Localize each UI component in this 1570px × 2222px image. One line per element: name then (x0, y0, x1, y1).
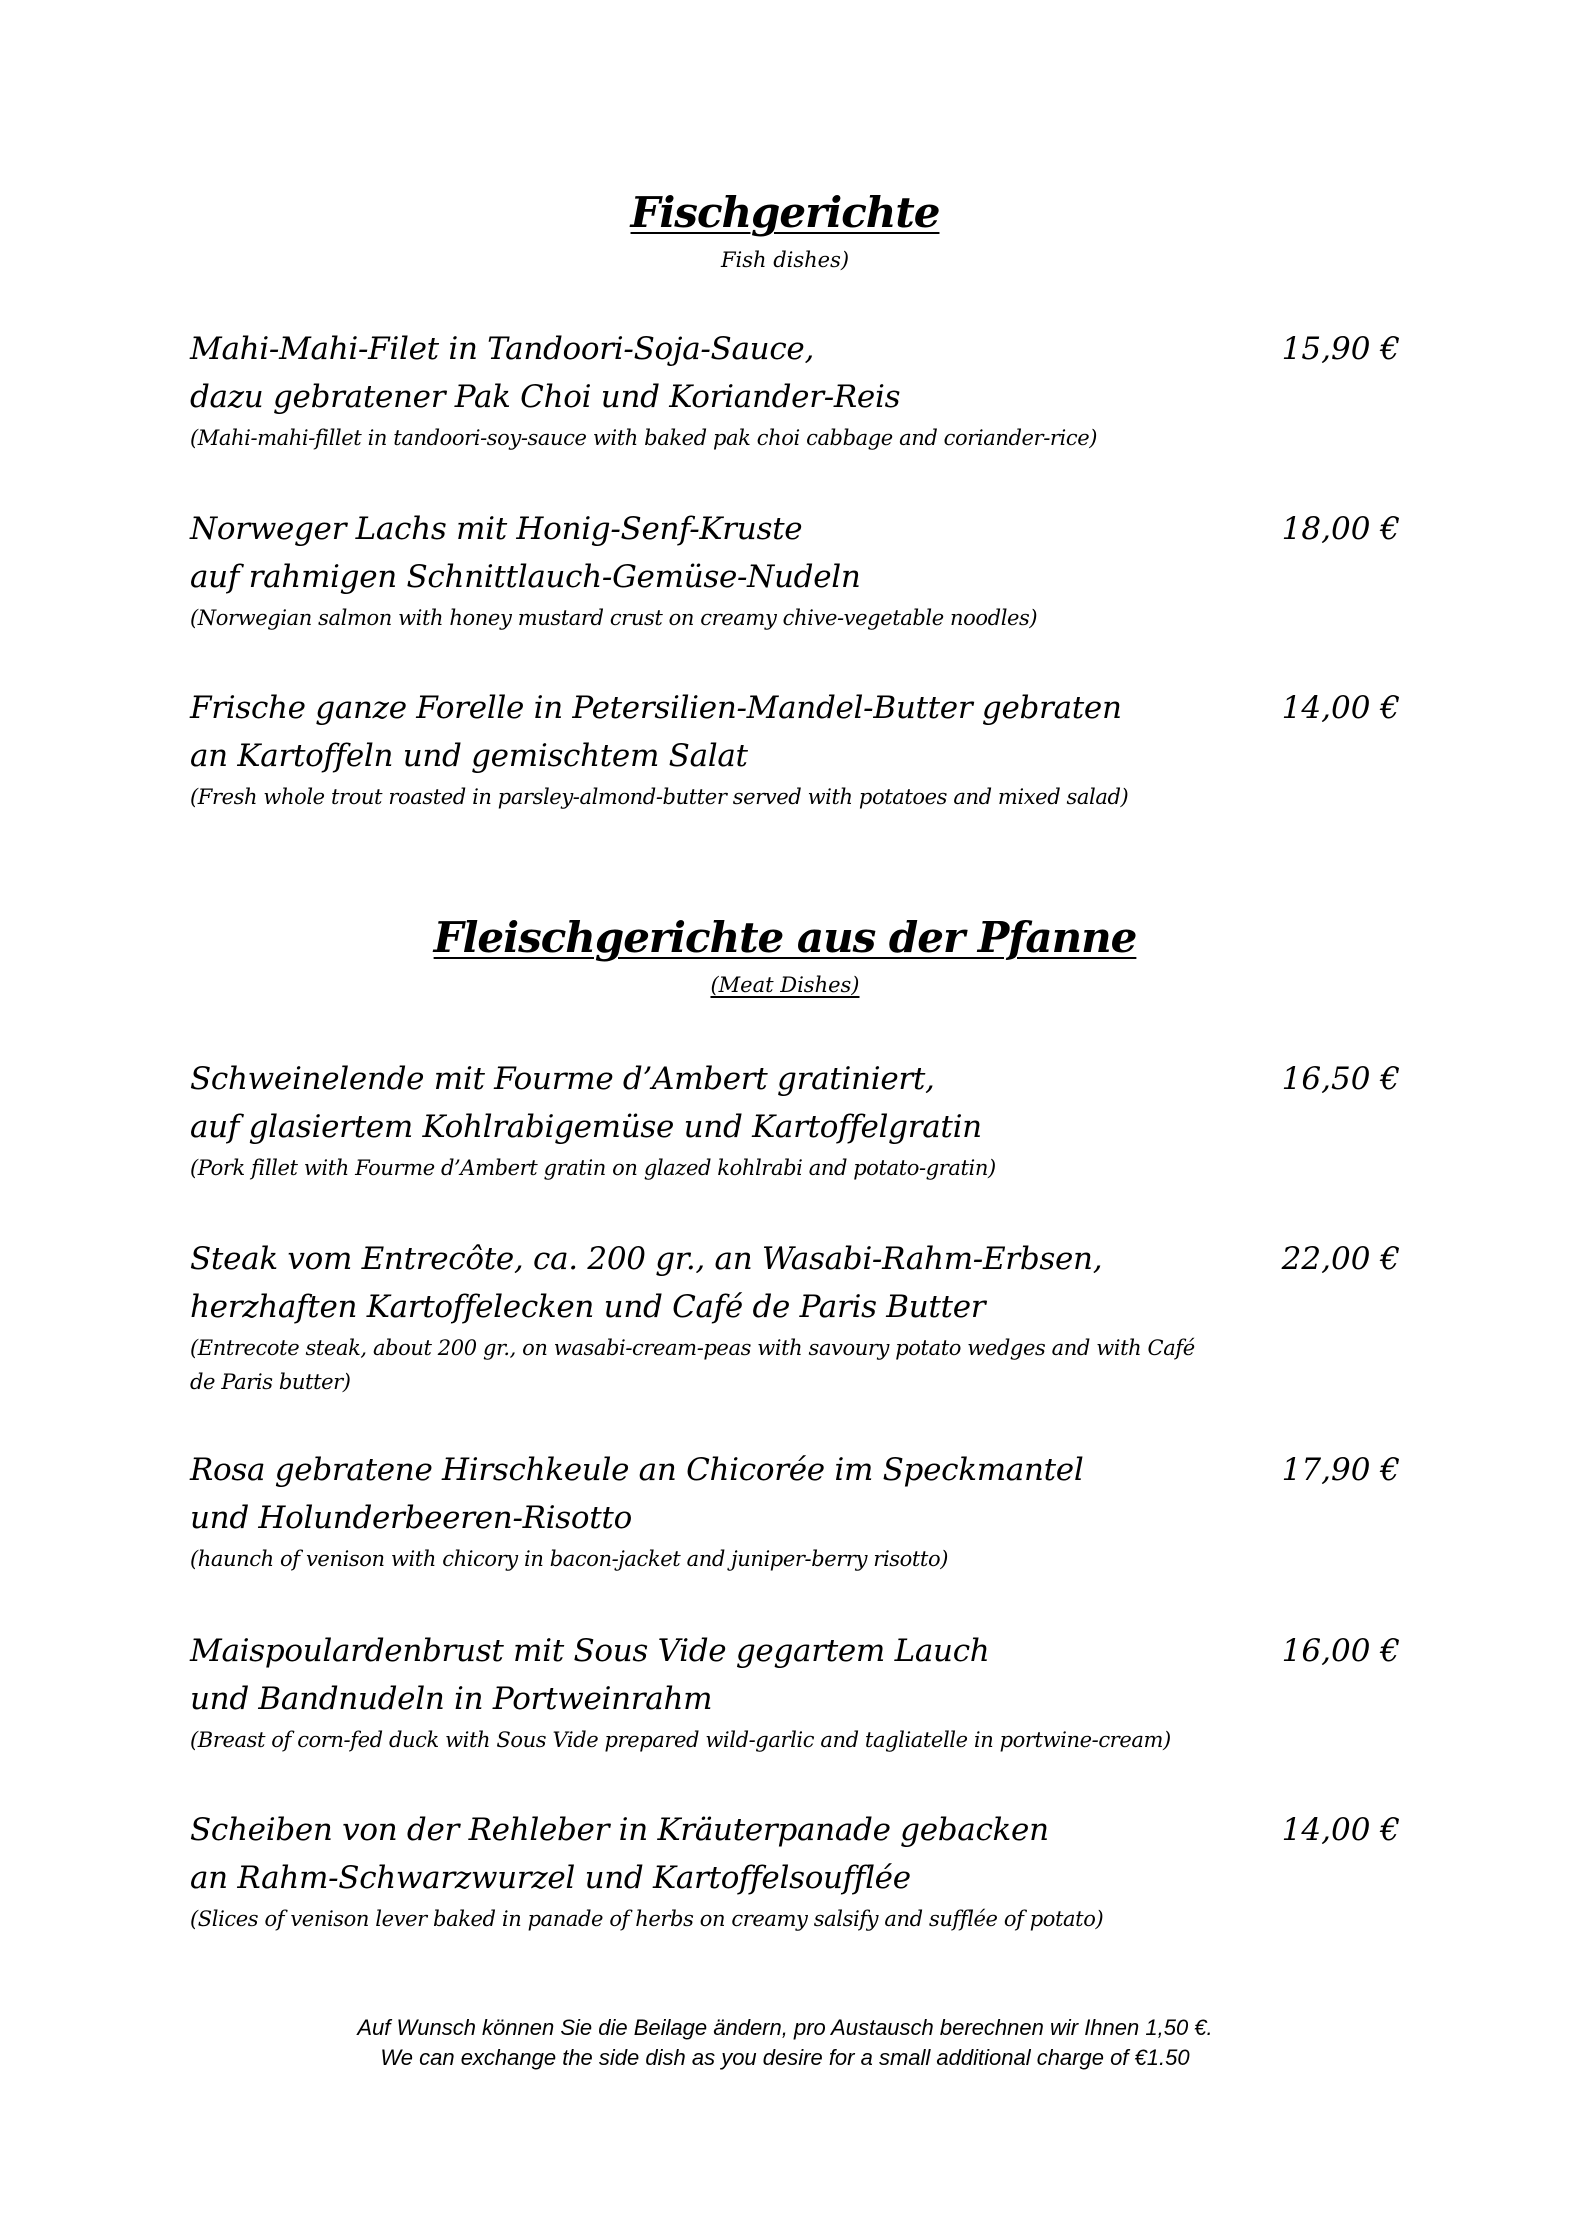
dish-name-line-2: an Kartoffeln und gemischtem Salat (190, 738, 748, 774)
dish-price: 15,90 € (1281, 331, 1400, 367)
dish-name-line-2: und Bandnudeln in Portweinrahm (190, 1681, 713, 1717)
menu-item (190, 1806, 1400, 1936)
dish-english-description: (Slices of venison lever baked in panade of herbs on creamy salsify and sufflée of potato) (190, 1907, 1104, 1931)
menu-item (190, 1627, 1400, 1757)
dish-name-line-1: Steak vom Entrecôte, ca. 200 gr., an Wasabi-Rahm-Erbsen, (190, 1241, 1103, 1277)
menu-item (190, 505, 1400, 635)
dish-name-line-1: Schweinelende mit Fourme d’Ambert gratiniert, (190, 1061, 935, 1097)
dish-english-description: (Entrecote steak, about 200 gr., on wasabi-cream-peas with savoury potato wedges and with Café de Paris butter) (190, 1336, 1195, 1394)
dish-name-line-2: herzhaften Kartoffelecken und Café de Paris Butter (190, 1289, 986, 1325)
dish-english-description: (Pork fillet with Fourme d’Ambert gratin on glazed kohlrabi and potato-gratin) (190, 1156, 996, 1180)
side-dish-note (0, 2013, 1570, 2073)
dish-name-line-1: Mahi-Mahi-Filet in Tandoori-Soja-Sauce, (190, 331, 814, 367)
dish-name-line-2: auf rahmigen Schnittlauch-Gemüse-Nudeln (190, 559, 861, 595)
dish-price: 22,00 € (1281, 1241, 1400, 1277)
dish-name-line-1: Frische ganze Forelle in Petersilien-Mandel-Butter gebraten (190, 690, 1122, 726)
menu-item (190, 1055, 1400, 1185)
dish-english-description: (haunch of venison with chicory in bacon-jacket and juniper-berry risotto) (190, 1547, 948, 1571)
fish-section-subtitle: Fish dishes) (720, 248, 850, 272)
dish-name-line-2: an Rahm-Schwarzwurzel und Kartoffelsoufflée (190, 1860, 911, 1896)
side-dish-note-english: We can exchange the side dish as you desire for a small additional charge of €1.50 (380, 2045, 1190, 2070)
meat-section-title: Fleischgerichte aus der Pfanne (433, 913, 1137, 962)
menu-item (190, 1235, 1400, 1399)
dish-name-line-1: Rosa gebratene Hirschkeule an Chicorée im Speckmantel (190, 1452, 1084, 1488)
dish-price: 16,50 € (1281, 1061, 1400, 1097)
dish-price: 14,00 € (1281, 1812, 1400, 1848)
fish-section-title: Fischgerichte (630, 188, 940, 237)
dish-price: 17,90 € (1281, 1452, 1400, 1488)
menu-item (190, 1446, 1400, 1576)
meat-section-subtitle: (Meat Dishes) (710, 973, 860, 997)
menu-item (190, 325, 1400, 455)
side-dish-note-german: Auf Wunsch können Sie die Beilage ändern, pro Austausch berechnen wir Ihnen 1,50 €. (357, 2015, 1213, 2040)
dish-english-description: (Mahi-mahi-fillet in tandoori-soy-sauce with baked pak choi cabbage and coriander-rice) (190, 426, 1098, 450)
dish-english-description: (Fresh whole trout roasted in parsley-almond-butter served with potatoes and mixed salad) (190, 785, 1129, 809)
dish-name-line-1: Maispoulardenbrust mit Sous Vide gegartem Lauch (190, 1633, 990, 1669)
dish-name-line-1: Norweger Lachs mit Honig-Senf-Kruste (190, 511, 803, 547)
dish-price: 18,00 € (1281, 511, 1400, 547)
dish-english-description: (Norwegian salmon with honey mustard crust on creamy chive-vegetable noodles) (190, 606, 1038, 630)
dish-price: 14,00 € (1281, 690, 1400, 726)
dish-english-description: (Breast of corn-fed duck with Sous Vide prepared wild-garlic and tagliatelle in portwine-cream) (190, 1728, 1171, 1752)
dish-name-line-2: auf glasiertem Kohlrabigemüse und Kartoffelgratin (190, 1109, 982, 1145)
dish-name-line-2: und Holunderbeeren-Risotto (190, 1500, 632, 1536)
dish-name-line-1: Scheiben von der Rehleber in Kräuterpanade gebacken (190, 1812, 1049, 1848)
dish-name-line-2: dazu gebratener Pak Choi und Koriander-Reis (190, 379, 901, 415)
menu-item (190, 684, 1400, 814)
dish-price: 16,00 € (1281, 1633, 1400, 1669)
